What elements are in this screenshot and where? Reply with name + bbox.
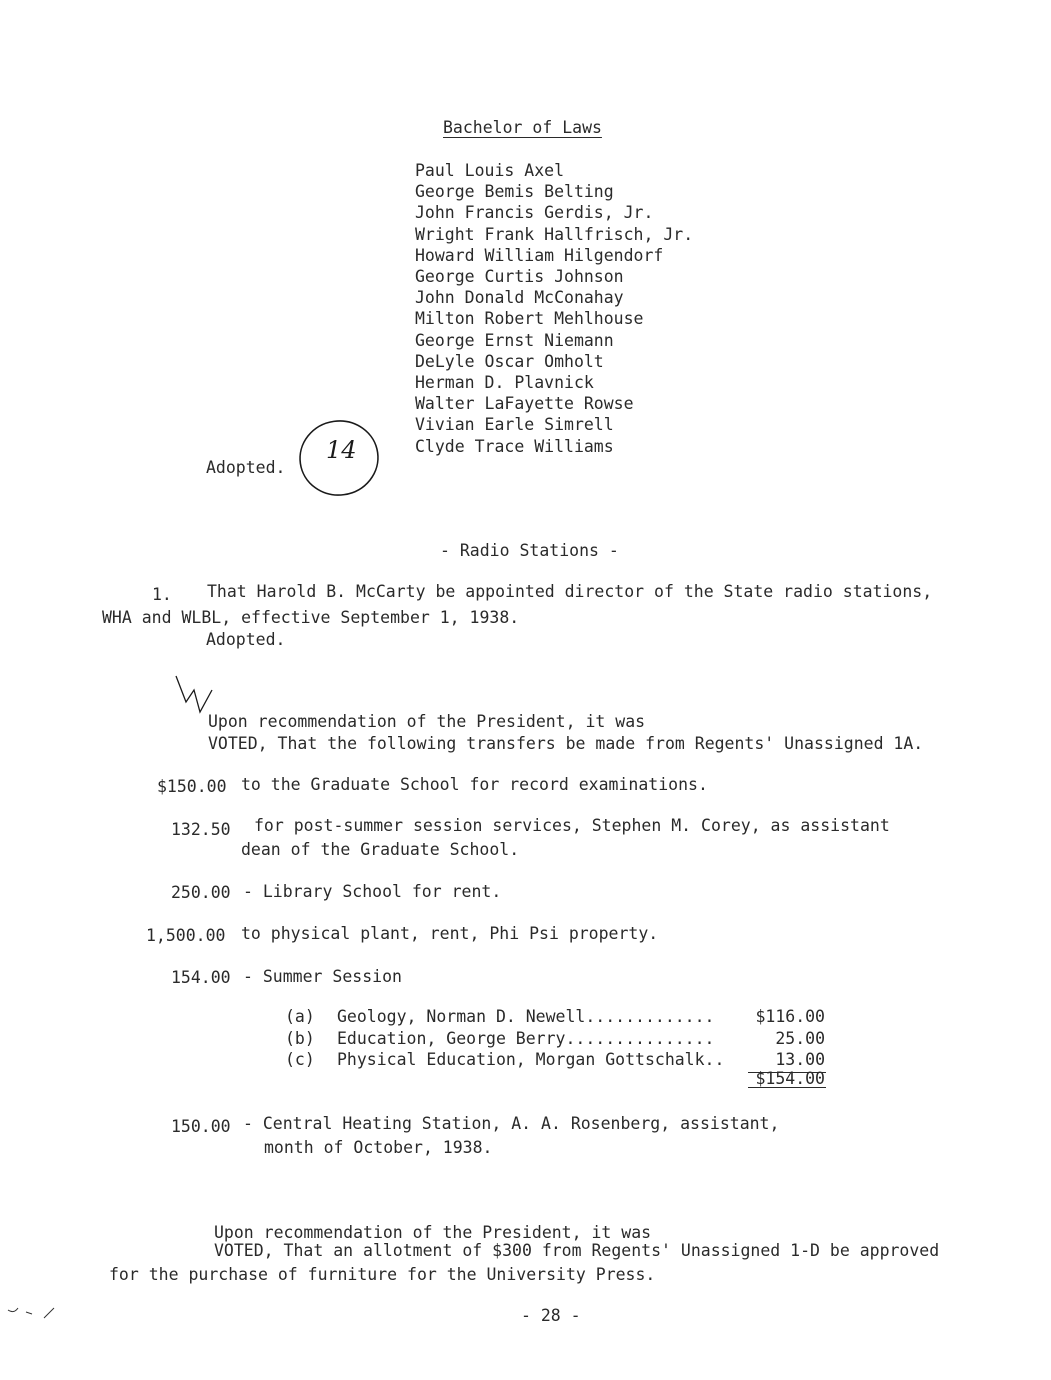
radio-item-line-1: That Harold B. McCarty be appointed director of the State radio stations,	[207, 582, 933, 601]
breakdown-description: Education, George Berry...............	[337, 1028, 715, 1048]
transfer-amount: 154.00	[171, 968, 231, 987]
adopted-label-radio: Adopted.	[206, 630, 286, 649]
graduate-name: George Curtis Johnson	[415, 267, 624, 287]
graduate-name: George Ernst Niemann	[415, 330, 614, 350]
transfer-amount: 250.00	[171, 883, 231, 902]
breakdown-letter: (a)	[285, 1007, 315, 1026]
graduate-name: George Bemis Belting	[415, 182, 614, 202]
transfer-amount: $150.00	[157, 777, 227, 796]
transfers-intro-line-1: Upon recommendation of the President, it was	[208, 712, 646, 731]
graduate-name: Howard William Hilgendorf	[415, 245, 664, 265]
radio-item-line-2: WHA and WLBL, effective September 1, 1938.	[102, 608, 520, 627]
transfer-description: - Central Heating Station, A. A. Rosenberg, assistant,	[243, 1114, 780, 1133]
furniture-line-1: Upon recommendation of the President, it was	[214, 1223, 652, 1242]
breakdown-description: Geology, Norman D. Newell.............	[337, 1007, 715, 1026]
transfer-description: for post-summer session services, Stephen M. Corey, as assistant	[254, 816, 890, 835]
transfer-amount: 150.00	[171, 1117, 231, 1136]
adopted-label-laws: Adopted.	[206, 458, 286, 477]
transfers-intro-line-2: VOTED, That the following transfers be made from Regents' Unassigned 1A.	[208, 734, 924, 753]
transfer-description: to the Graduate School for record examinations.	[241, 775, 708, 794]
breakdown-letter: (c)	[285, 1050, 315, 1069]
section-heading-radio-stations: - Radio Stations -	[440, 541, 619, 560]
graduate-name: Wright Frank Hallfrisch, Jr.	[415, 224, 694, 244]
graduate-name: Clyde Trace Williams	[415, 436, 614, 456]
furniture-line-2: VOTED, That an allotment of $300 from Regents' Unassigned 1-D be approved	[214, 1241, 940, 1260]
graduate-name: DeLyle Oscar Omholt	[415, 351, 604, 371]
transfer-description: - Library School for rent.	[243, 882, 502, 901]
radio-item-number: 1.	[152, 585, 172, 604]
graduate-name: Paul Louis Axel	[415, 161, 565, 180]
breakdown-amount: $116.00	[755, 1007, 825, 1026]
graduate-list	[415, 160, 693, 457]
transfer-description: - Summer Session	[243, 967, 402, 986]
page-number: - 28 -	[521, 1306, 581, 1325]
transfer-description-continued: month of October, 1938.	[264, 1138, 493, 1157]
transfer-amount: 1,500.00	[146, 926, 226, 945]
graduate-name: Herman D. Plavnick	[415, 373, 594, 393]
section-heading-bachelor-of-laws: Bachelor of Laws	[443, 118, 602, 137]
graduate-name: Vivian Earle Simrell	[415, 415, 614, 435]
furniture-line-3: for the purchase of furniture for the University Press.	[109, 1265, 656, 1284]
graduate-name: John Francis Gerdis, Jr.	[415, 203, 654, 223]
transfer-amount: 132.50	[171, 820, 231, 839]
breakdown-amount: 25.00	[775, 1028, 825, 1048]
total-underline	[748, 1087, 826, 1088]
breakdown-amount: 13.00	[775, 1050, 825, 1069]
breakdown-description: Physical Education, Morgan Gottschalk..	[337, 1050, 725, 1069]
breakdown-letter: (b)	[285, 1028, 315, 1048]
transfer-description-continued: dean of the Graduate School.	[241, 840, 520, 859]
summer-session-total: $154.00	[755, 1069, 825, 1088]
stray-pen-marks	[4, 1304, 64, 1324]
graduate-name: John Donald McConahay	[415, 288, 624, 308]
graduate-name: Walter LaFayette Rowse	[415, 394, 634, 414]
graduate-name: Milton Robert Mehlhouse	[415, 309, 644, 329]
handwritten-count: 14	[326, 436, 357, 464]
transfer-description: to physical plant, rent, Phi Psi property.	[241, 924, 659, 943]
